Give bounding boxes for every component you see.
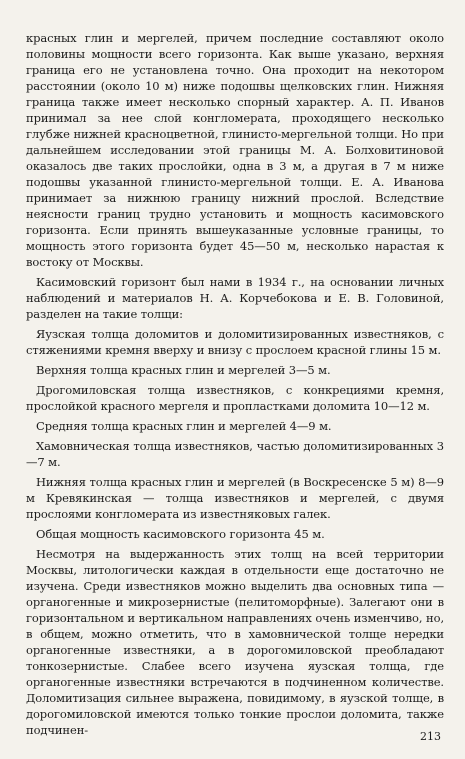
paragraph-7: Хамовническая толща известняков, частью доломитизированных 3—7 м. <box>26 439 444 469</box>
paragraph-2: Касимовский горизонт был нами в 1934 г., на основании личных наблюдений и материалов Н. А. Корчебокова и Е. В. Головиной, разделен на такие толщи: <box>26 275 444 321</box>
paragraph-6: Средняя толща красных глин и мергелей 4—9 м. <box>36 419 332 433</box>
paragraph-9: Общая мощность касимовского горизонта 45 м. <box>36 527 325 541</box>
paragraph-8: Нижняя толща красных глин и мергелей (в Воскресенске 5 м) 8—9 м Кревякинская — толща известняков и мергелей, с двумя прослоями конгломерата из известняковых галек. <box>26 475 444 521</box>
paragraph-1: красных глин и мергелей, причем последние составляют около половины мощности всего горизонта. Как выше указано, верхняя граница его не установлена точно. Она проходит на некотором расстоянии (около 10 м) ниже подошвы щелковских глин. Нижняя граница также имеет несколько спорный характер. А. П. Иванов принимал за нее слой конгломерата, проходящего несколько глубже нижней красноцветной, глинисто-мергельной толщи. Но при дальнейшем исследовании этой границы М. А. Болховитиновой оказалось две таких прослойки, одна в 3 м, а другая в 7 м ниже подошвы указанной глинисто-мергельной толщи. Е. А. Иванова принимает за нижнюю границу нижний прослой. Вследствие неясности границ трудно установить и мощность касимовского горизонта. Если принять вышеуказанные условные границы, то мощность этого горизонта будет 45—50 м, несколько нарастая к востоку от Москвы. <box>26 31 444 269</box>
page-number: 213 <box>420 730 441 743</box>
paragraph-4: Верхняя толща красных глин и мергелей 3—5 м. <box>36 363 331 377</box>
paragraph-3: Яузская толща доломитов и доломитизированных известняков, с стяжениями кремня вверху и внизу с прослоем красной глины 15 м. <box>26 327 444 357</box>
paragraph-5: Дрогомиловская толща известняков, с конкрециями кремня, прослойкой красного мергеля и пропластками доломита 10—12 м. <box>26 383 444 413</box>
paragraph-10: Несмотря на выдержанность этих толщ на всей территории Москвы, литологически каждая в отдельности еще достаточно не изучена. Среди известняков можно выделить два основных типа — органогенные и микрозернистые (пелитоморфные). Залегают они в горизонтальном и вертикальном направлениях очень изменчиво, но, в общем, можно отметить, что в хамовнической толще нередки органогенные известняки, а в дорогомиловской преобладают тонкозернистые. Слабее всего изучена яузская толща, где органогенные известняки встречаются в подчиненном количестве. Доломитизация сильнее выражена, повидимому, в яузской толще, в дорогомиловской имеются только тонкие прослои доломита, также подчинен- <box>26 547 444 737</box>
page-text <box>26 30 444 742</box>
